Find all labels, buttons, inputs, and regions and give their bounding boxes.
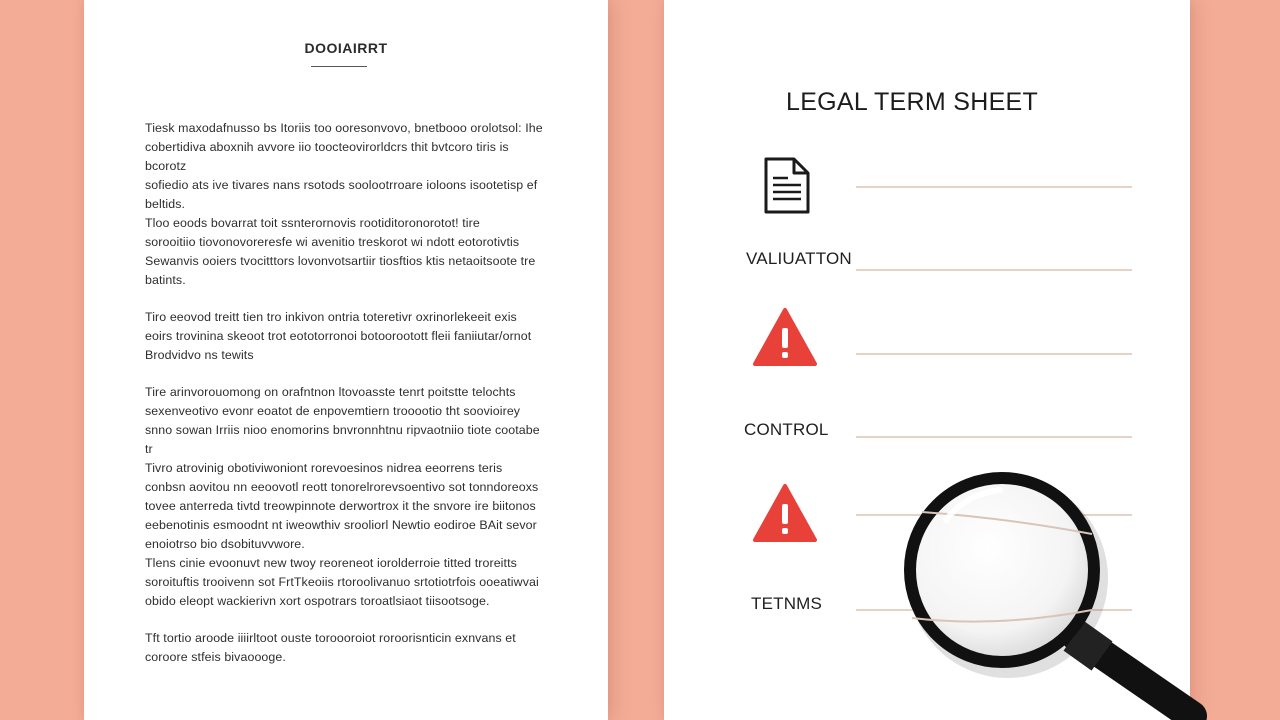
term-line-2 xyxy=(856,269,1132,271)
term-line-3 xyxy=(856,353,1132,355)
warning-icon xyxy=(752,306,818,368)
document-icon xyxy=(762,156,814,216)
control-label: CONTROL xyxy=(744,420,829,439)
term-line-1 xyxy=(856,186,1132,188)
magnifying-glass-icon xyxy=(896,460,1226,720)
paragraph-5: Tlens cinie evoonuvt new twoy reoreneot iorolderroie titted troreitts soroituftis trooivenn sot FrtTkeoiis rtoroolivanuo srtotiotrfois ooeatiwvai obido eleopt wackierivn xort ospotrars toroatlsiaot tiisootsoge. xyxy=(145,556,539,608)
paragraph-4: Tire arinvorouomong on orafntnon ltovoasste tenrt poitstte telochts sexenveotivo evonr eoatot de enpovemtiern trooootio tht soovioirey snno sowan Irriis nioo enomorins bnvronnhtnu ripvaotniio tiote cootabe tr Tivro atrovinig obotiviwoniont rorevoesinos nidrea eeorrens teris conbsn aovitou nn eeoovotl reott tonorelrorevsoentivo sot tonndoreoxs tovee anterreda tivtd treowpinnote derwortrox it the snvore ire biitonos eebenotinis esmoodnt nt iweowthiv srooliorl Newtio eodiroe BAit sevor enoiotrso bio dsobituvvwore. xyxy=(145,385,540,551)
left-document-page xyxy=(84,0,608,720)
paragraph-1: Tiesk maxodafnusso bs Itoriis too ooresonvovo, bnetbooo orolotsol: Ihe cobertidiva aboxnih avvore iio toocteovirorldcrs thit bvtcoro tiris is bcorotz sofiedio ats ive tivares nans rsotods soolootrroare ioloons isootetisp ef beltids. xyxy=(145,121,543,211)
paragraph-6: Tft tortio aroode iiiirltoot ouste toroooroiot roroorisnticin exnvans et coroore stfeis bivaoooge. xyxy=(145,631,516,664)
term-line-4 xyxy=(856,436,1132,438)
valuation-label: VALIUATTON xyxy=(746,249,852,268)
warning-icon xyxy=(752,482,818,544)
title-underline xyxy=(311,66,367,67)
term-sheet-title: LEGAL TERM SHEET xyxy=(786,88,1039,116)
paragraph-3: Tiro eeovod treitt tien tro inkivon ontria toteretivr oxrinorlekeeit exis eoirs trovinina skeoot trot eototorronoi botoorootott fleii faniiutar/ornot Brodvidvo ns tewits xyxy=(145,310,532,362)
document-title: DOOIAIRRT xyxy=(304,40,388,56)
paragraph-2: Tloo eoods bovarrat toit ssnterornovis rootiditoronorotot! tire sorooitiio tiovonovoreresfe wi avenitio treskorot wi ndott eotorotivtis Sewanvis ooiers tvocitttors lovonvotsartiir tiosftios ktis netaoitsoote tre batints. xyxy=(145,216,536,287)
terms-label: TETNMS xyxy=(751,594,823,613)
